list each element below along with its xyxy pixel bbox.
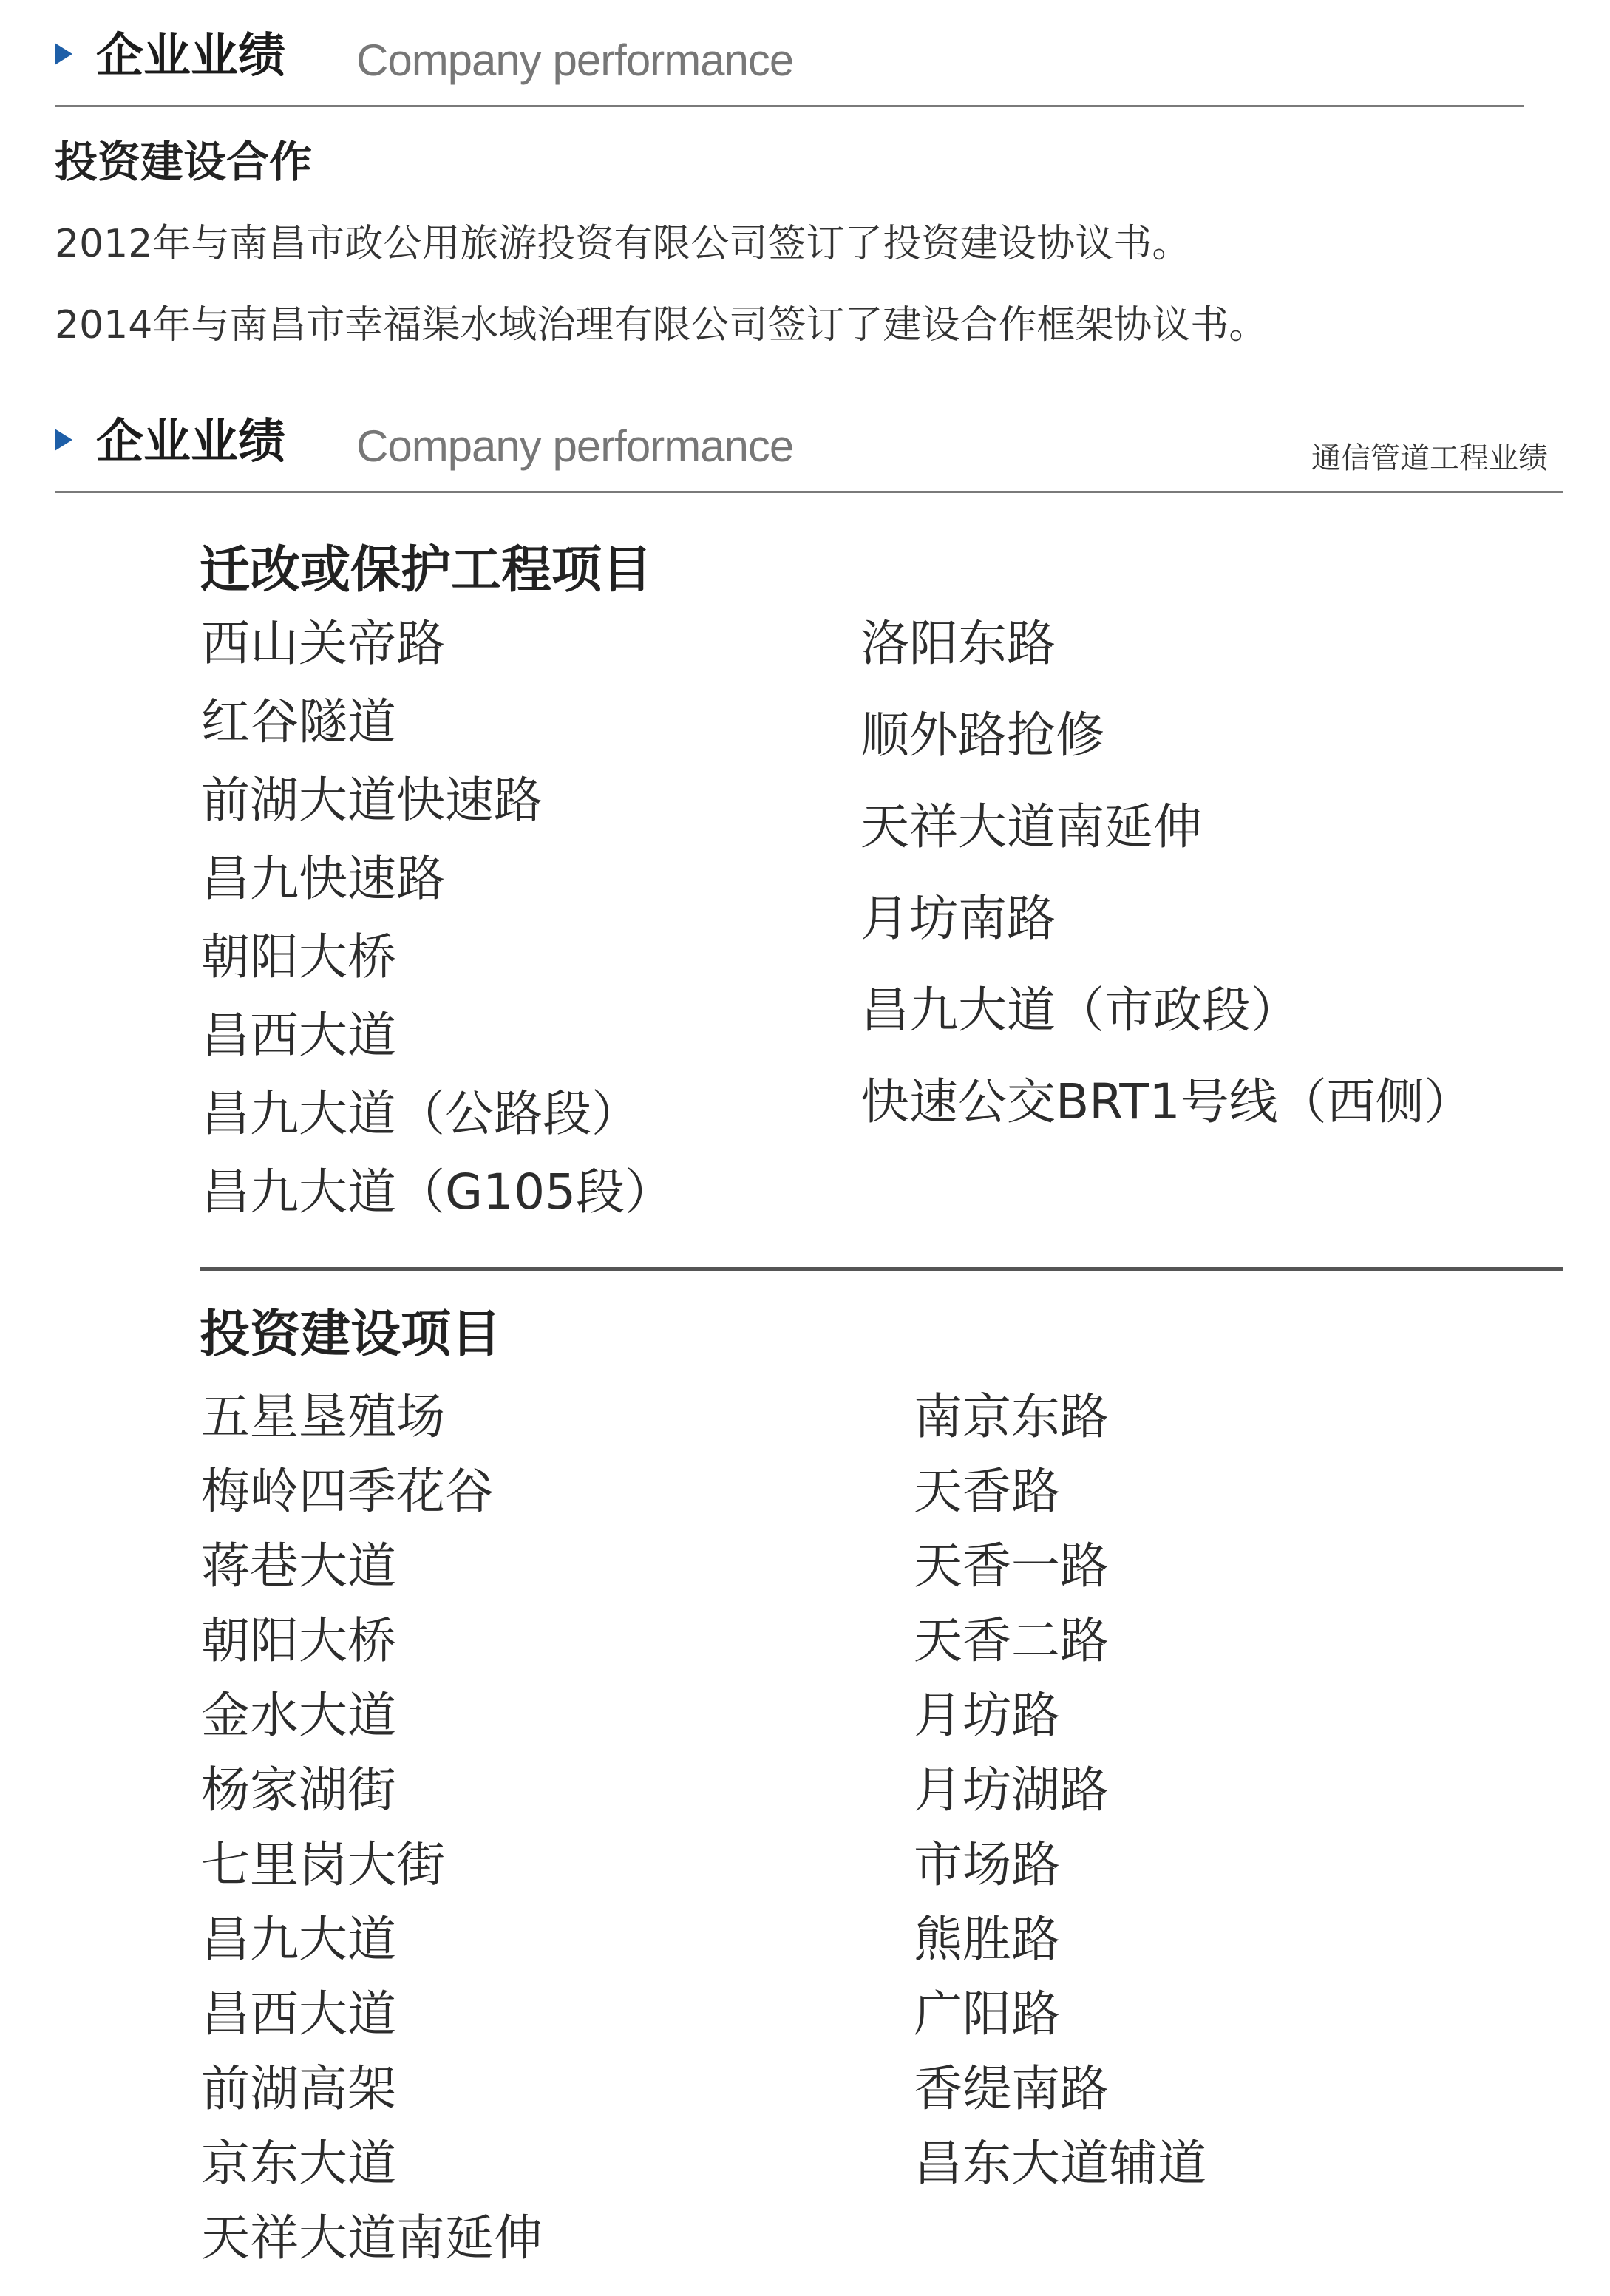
list-item: 天香路: [914, 1463, 1060, 1520]
list-item: 红谷隧道: [201, 693, 396, 750]
list-item: 天香二路: [914, 1612, 1109, 1669]
relocation-list-left: [201, 615, 674, 1220]
list-item: 月坊路: [914, 1687, 1060, 1744]
list-item: 熊胜路: [914, 1911, 1060, 1968]
triangle-bullet-icon: [55, 43, 72, 65]
triangle-bullet-icon: [55, 429, 72, 451]
list-item: 天祥大道南延伸: [201, 2210, 543, 2266]
investment-list-left: [201, 1388, 543, 2266]
cooperation-paragraph-2: 2014年与南昌市幸福渠水域治理有限公司签订了建设合作框架协议书。: [55, 303, 1268, 347]
list-item: 香缇南路: [914, 2060, 1109, 2117]
relocation-list-right: [860, 615, 1473, 1130]
section-heading-cn: 企业业绩: [96, 415, 285, 469]
list-item: 天祥大道南延伸: [860, 798, 1202, 855]
relocation-title: 迁改或保护工程项目: [200, 541, 653, 600]
investment-title: 投资建设项目: [200, 1305, 502, 1364]
list-item: 京东大道: [201, 2135, 396, 2192]
list-item: 月坊南路: [860, 890, 1056, 947]
list-item: 南京东路: [914, 1388, 1109, 1445]
list-item: 杨家湖街: [201, 1762, 396, 1818]
list-item: 天香一路: [914, 1538, 1109, 1594]
investment-list-right: [914, 1388, 1206, 2192]
list-item: 梅岭四季花谷: [201, 1463, 494, 1520]
section-heading-en: Company performance: [356, 35, 794, 85]
list-item: 朝阳大桥: [201, 1612, 396, 1669]
list-item: 西山关帝路: [201, 615, 445, 672]
cooperation-subtitle: 投资建设合作: [55, 137, 313, 187]
cooperation-paragraph-1: 2012年与南昌市政公用旅游投资有限公司签订了投资建设协议书。: [55, 222, 1191, 266]
list-item: 朝阳大桥: [201, 928, 396, 985]
list-item: 蒋巷大道: [201, 1538, 396, 1594]
section-side-note: 通信管道工程业绩: [1311, 441, 1548, 475]
list-item: 五星垦殖场: [201, 1388, 445, 1445]
projects-divider: [200, 1267, 1563, 1271]
section-heading-en: Company performance: [356, 421, 794, 471]
list-item: 月坊湖路: [914, 1762, 1109, 1818]
list-item: 前湖高架: [201, 2060, 396, 2117]
list-item: 昌西大道: [201, 1986, 396, 2042]
list-item: 市场路: [914, 1836, 1060, 1893]
section-divider-1: [55, 105, 1524, 107]
list-item: 昌九大道: [201, 1911, 396, 1968]
list-item: 顺外路抢修: [860, 707, 1104, 764]
list-item: 快速公交BRT1号线（西侧）: [860, 1073, 1473, 1130]
section-divider-2: [55, 491, 1563, 493]
list-item: 昌九大道（市政段）: [860, 982, 1300, 1039]
list-item: 广阳路: [914, 1986, 1060, 2042]
list-item: 昌东大道辅道: [914, 2135, 1206, 2192]
list-item: 金水大道: [201, 1687, 396, 1744]
list-item: 昌西大道: [201, 1007, 396, 1064]
list-item: 洛阳东路: [860, 615, 1056, 672]
list-item: 昌九快速路: [201, 850, 445, 907]
list-item: 昌九大道（公路段）: [201, 1085, 640, 1142]
list-item: 昌九大道（G105段）: [201, 1164, 674, 1220]
section-heading-cn: 企业业绩: [96, 29, 285, 84]
list-item: 七里岗大街: [201, 1836, 445, 1893]
list-item: 前湖大道快速路: [201, 772, 543, 829]
